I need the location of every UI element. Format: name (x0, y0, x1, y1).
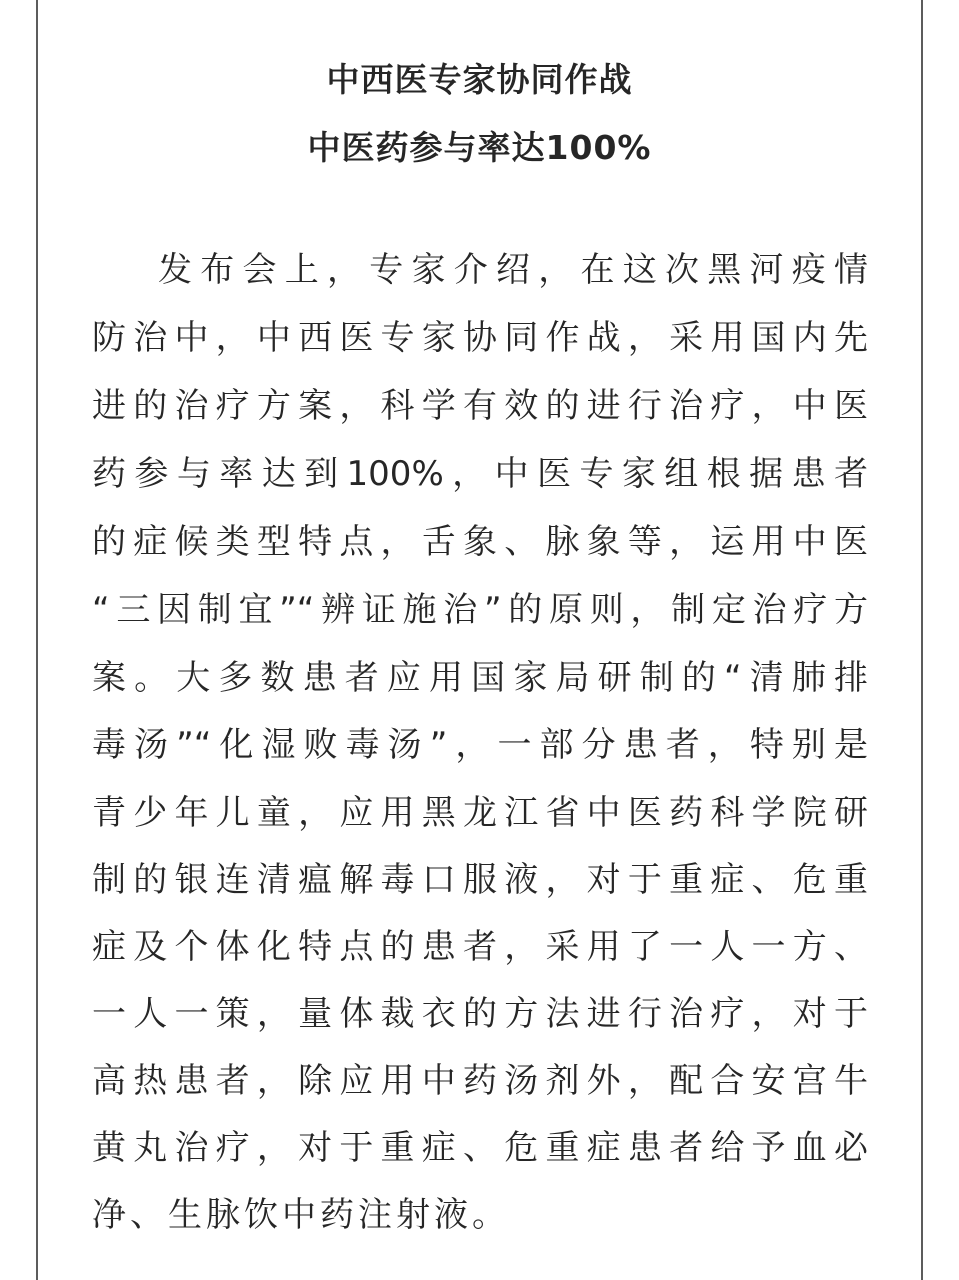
right-border-line (921, 0, 923, 1280)
left-border-line (36, 0, 38, 1280)
paragraph-line-8: 毒汤”“化湿败毒汤”，一部分患者，特别是 (92, 725, 868, 765)
paragraph-line-14: 黄丸治疗，对于重症、危重症患者给予血必 (92, 1128, 868, 1168)
paragraph-line-10: 制的银连清瘟解毒口服液，对于重症、危重 (92, 860, 868, 900)
paragraph-line-9: 青少年儿童，应用黑龙江省中医药科学院研 (92, 793, 868, 833)
paragraph-line-7: 案。大多数患者应用国家局研制的“清肺排 (92, 658, 868, 698)
paragraph-line-4: 药参与率达到100%，中医专家组根据患者 (92, 454, 868, 494)
headline-line-1: 中西医专家协同作战 (326, 60, 633, 99)
paragraph-line-15: 净、生脉饮中药注射液。 (92, 1195, 510, 1235)
paragraph-line-5: 的症候类型特点，舌象、脉象等，运用中医 (92, 522, 868, 562)
paragraph-line-13: 高热患者，除应用中药汤剂外，配合安宫牛 (92, 1061, 868, 1101)
paragraph-line-11: 症及个体化特点的患者，采用了一人一方、 (92, 927, 868, 967)
paragraph-line-3: 进的治疗方案，科学有效的进行治疗，中医 (92, 386, 868, 426)
paragraph-line-2: 防治中，中西医专家协同作战，采用国内先 (92, 318, 868, 358)
paragraph-line-12: 一人一策，量体裁衣的方法进行治疗，对于 (92, 994, 868, 1034)
paragraph-line-1: 发布会上，专家介绍，在这次黑河疫情 (158, 250, 868, 290)
paragraph-line-6: “三因制宜”“辨证施治”的原则，制定治疗方 (92, 590, 868, 630)
headline-line-2: 中医药参与率达100% (307, 128, 652, 167)
